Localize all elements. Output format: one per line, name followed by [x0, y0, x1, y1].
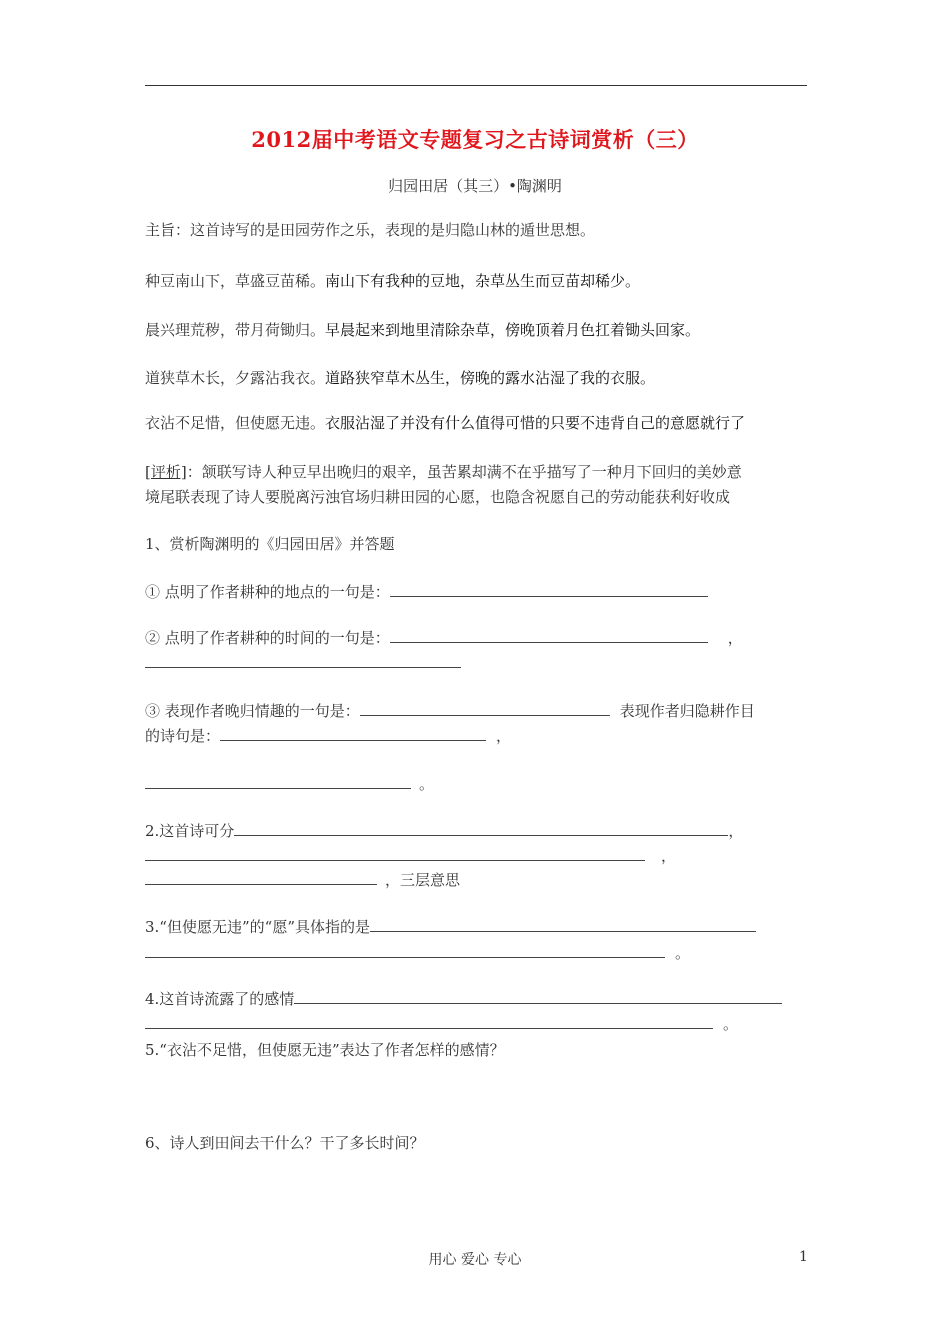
question-1-intro: 1、赏析陶渊明的《归园田居》并答题 — [145, 535, 395, 553]
answer-blank[interactable] — [145, 774, 411, 789]
answer-blank[interactable] — [145, 1014, 713, 1029]
comment-line-2: 境尾联表现了诗人要脱离污浊官场归耕田园的心愿，也隐含祝愿自己的劳动能获利好收成 — [145, 488, 731, 506]
question-3-cont — [145, 942, 690, 964]
poem-line-2 — [145, 319, 700, 341]
verse: 种豆南山下，草盛豆苗稀。 — [145, 272, 326, 290]
question-text: 3.“但使愿无违”的“愿”具体指的是 — [145, 918, 370, 936]
answer-blank[interactable] — [145, 870, 377, 885]
question-1c-end — [145, 773, 434, 795]
question-6: 6、诗人到田间去干什么？干了多长时间？ — [145, 1134, 425, 1152]
question-text: 表现作者归隐耕作目 — [619, 702, 755, 720]
footer-motto: 用心 爱心 专心 — [428, 1252, 522, 1268]
question-1c-cont — [145, 725, 511, 747]
answer-blank[interactable] — [234, 821, 728, 836]
comment-line-1 — [145, 461, 742, 483]
poem-line-3 — [145, 367, 655, 389]
question-1b — [145, 627, 743, 649]
verse: 道狭草木长，夕露沾我衣。 — [145, 369, 326, 387]
question-4-cont — [145, 1013, 738, 1035]
question-text: ，三层意思 — [385, 871, 461, 889]
comma: ， — [727, 629, 743, 647]
question-2-end — [145, 869, 460, 891]
answer-blank[interactable] — [145, 943, 665, 958]
question-5: 5.“衣沾不足惜，但使愿无违”表达了作者怎样的感情？ — [145, 1041, 505, 1059]
poem-line-4 — [145, 412, 745, 434]
answer-blank[interactable] — [145, 653, 461, 668]
question-2-cont — [145, 845, 676, 867]
period: 。 — [723, 1015, 739, 1033]
translation: 衣服沾湿了并没有什么值得可惜的只要不违背自己的意愿就行了 — [325, 414, 746, 432]
comment-tag: [评析] — [145, 463, 187, 481]
answer-blank[interactable] — [370, 917, 756, 932]
question-text: 2.这首诗可分 — [145, 822, 235, 840]
question-text: 的诗句是： — [145, 727, 221, 745]
period: 。 — [675, 944, 691, 962]
comma: ， — [496, 727, 512, 745]
verse: 衣沾不足惜，但使愿无违。 — [145, 414, 326, 432]
verse: 晨兴理荒秽，带月荷锄归。 — [145, 321, 326, 339]
document-title: 2012届中考语文专题复习之古诗词赏析（三） — [251, 127, 699, 152]
comma: ， — [728, 822, 744, 840]
question-4 — [145, 988, 782, 1010]
question-3 — [145, 916, 756, 938]
question-text: ③ 表现作者晚归情趣的一句是： — [145, 702, 360, 720]
comment-text: ：颔联写诗人种豆早出晚归的艰辛，虽苦累却满不在乎描写了一种月下回归的美妙意 — [186, 463, 742, 481]
translation: 早晨起来到地里清除杂草，傍晚顶着月色扛着锄头回家。 — [325, 321, 701, 339]
answer-blank[interactable] — [145, 846, 645, 861]
answer-blank[interactable] — [220, 726, 486, 741]
answer-blank[interactable] — [390, 628, 708, 643]
question-text: 4.这首诗流露了的感情 — [145, 990, 295, 1008]
translation: 南山下有我种的豆地，杂草丛生而豆苗却稀少。 — [325, 272, 641, 290]
question-1a — [145, 581, 708, 603]
comma: ， — [661, 847, 677, 865]
answer-blank[interactable] — [294, 989, 782, 1004]
question-1b-cont — [145, 652, 461, 674]
period: 。 — [419, 775, 435, 793]
question-1c — [145, 700, 755, 722]
question-text: ② 点明了作者耕种的时间的一句是： — [145, 629, 390, 647]
translation: 道路狭窄草木丛生，傍晚的露水沾湿了我的衣服。 — [325, 369, 656, 387]
poem-title: 归园田居（其三）•陶渊明 — [388, 177, 562, 195]
answer-blank[interactable] — [390, 582, 708, 597]
answer-blank[interactable] — [360, 701, 610, 716]
header-rule — [145, 85, 807, 86]
question-text: ① 点明了作者耕种的地点的一句是： — [145, 583, 390, 601]
question-2 — [145, 820, 743, 842]
theme-statement: 主旨：这首诗写的是田园劳作之乐，表现的是归隐山林的遁世思想。 — [145, 221, 596, 239]
poem-line-1 — [145, 270, 640, 292]
page-number: 1 — [799, 1249, 808, 1265]
